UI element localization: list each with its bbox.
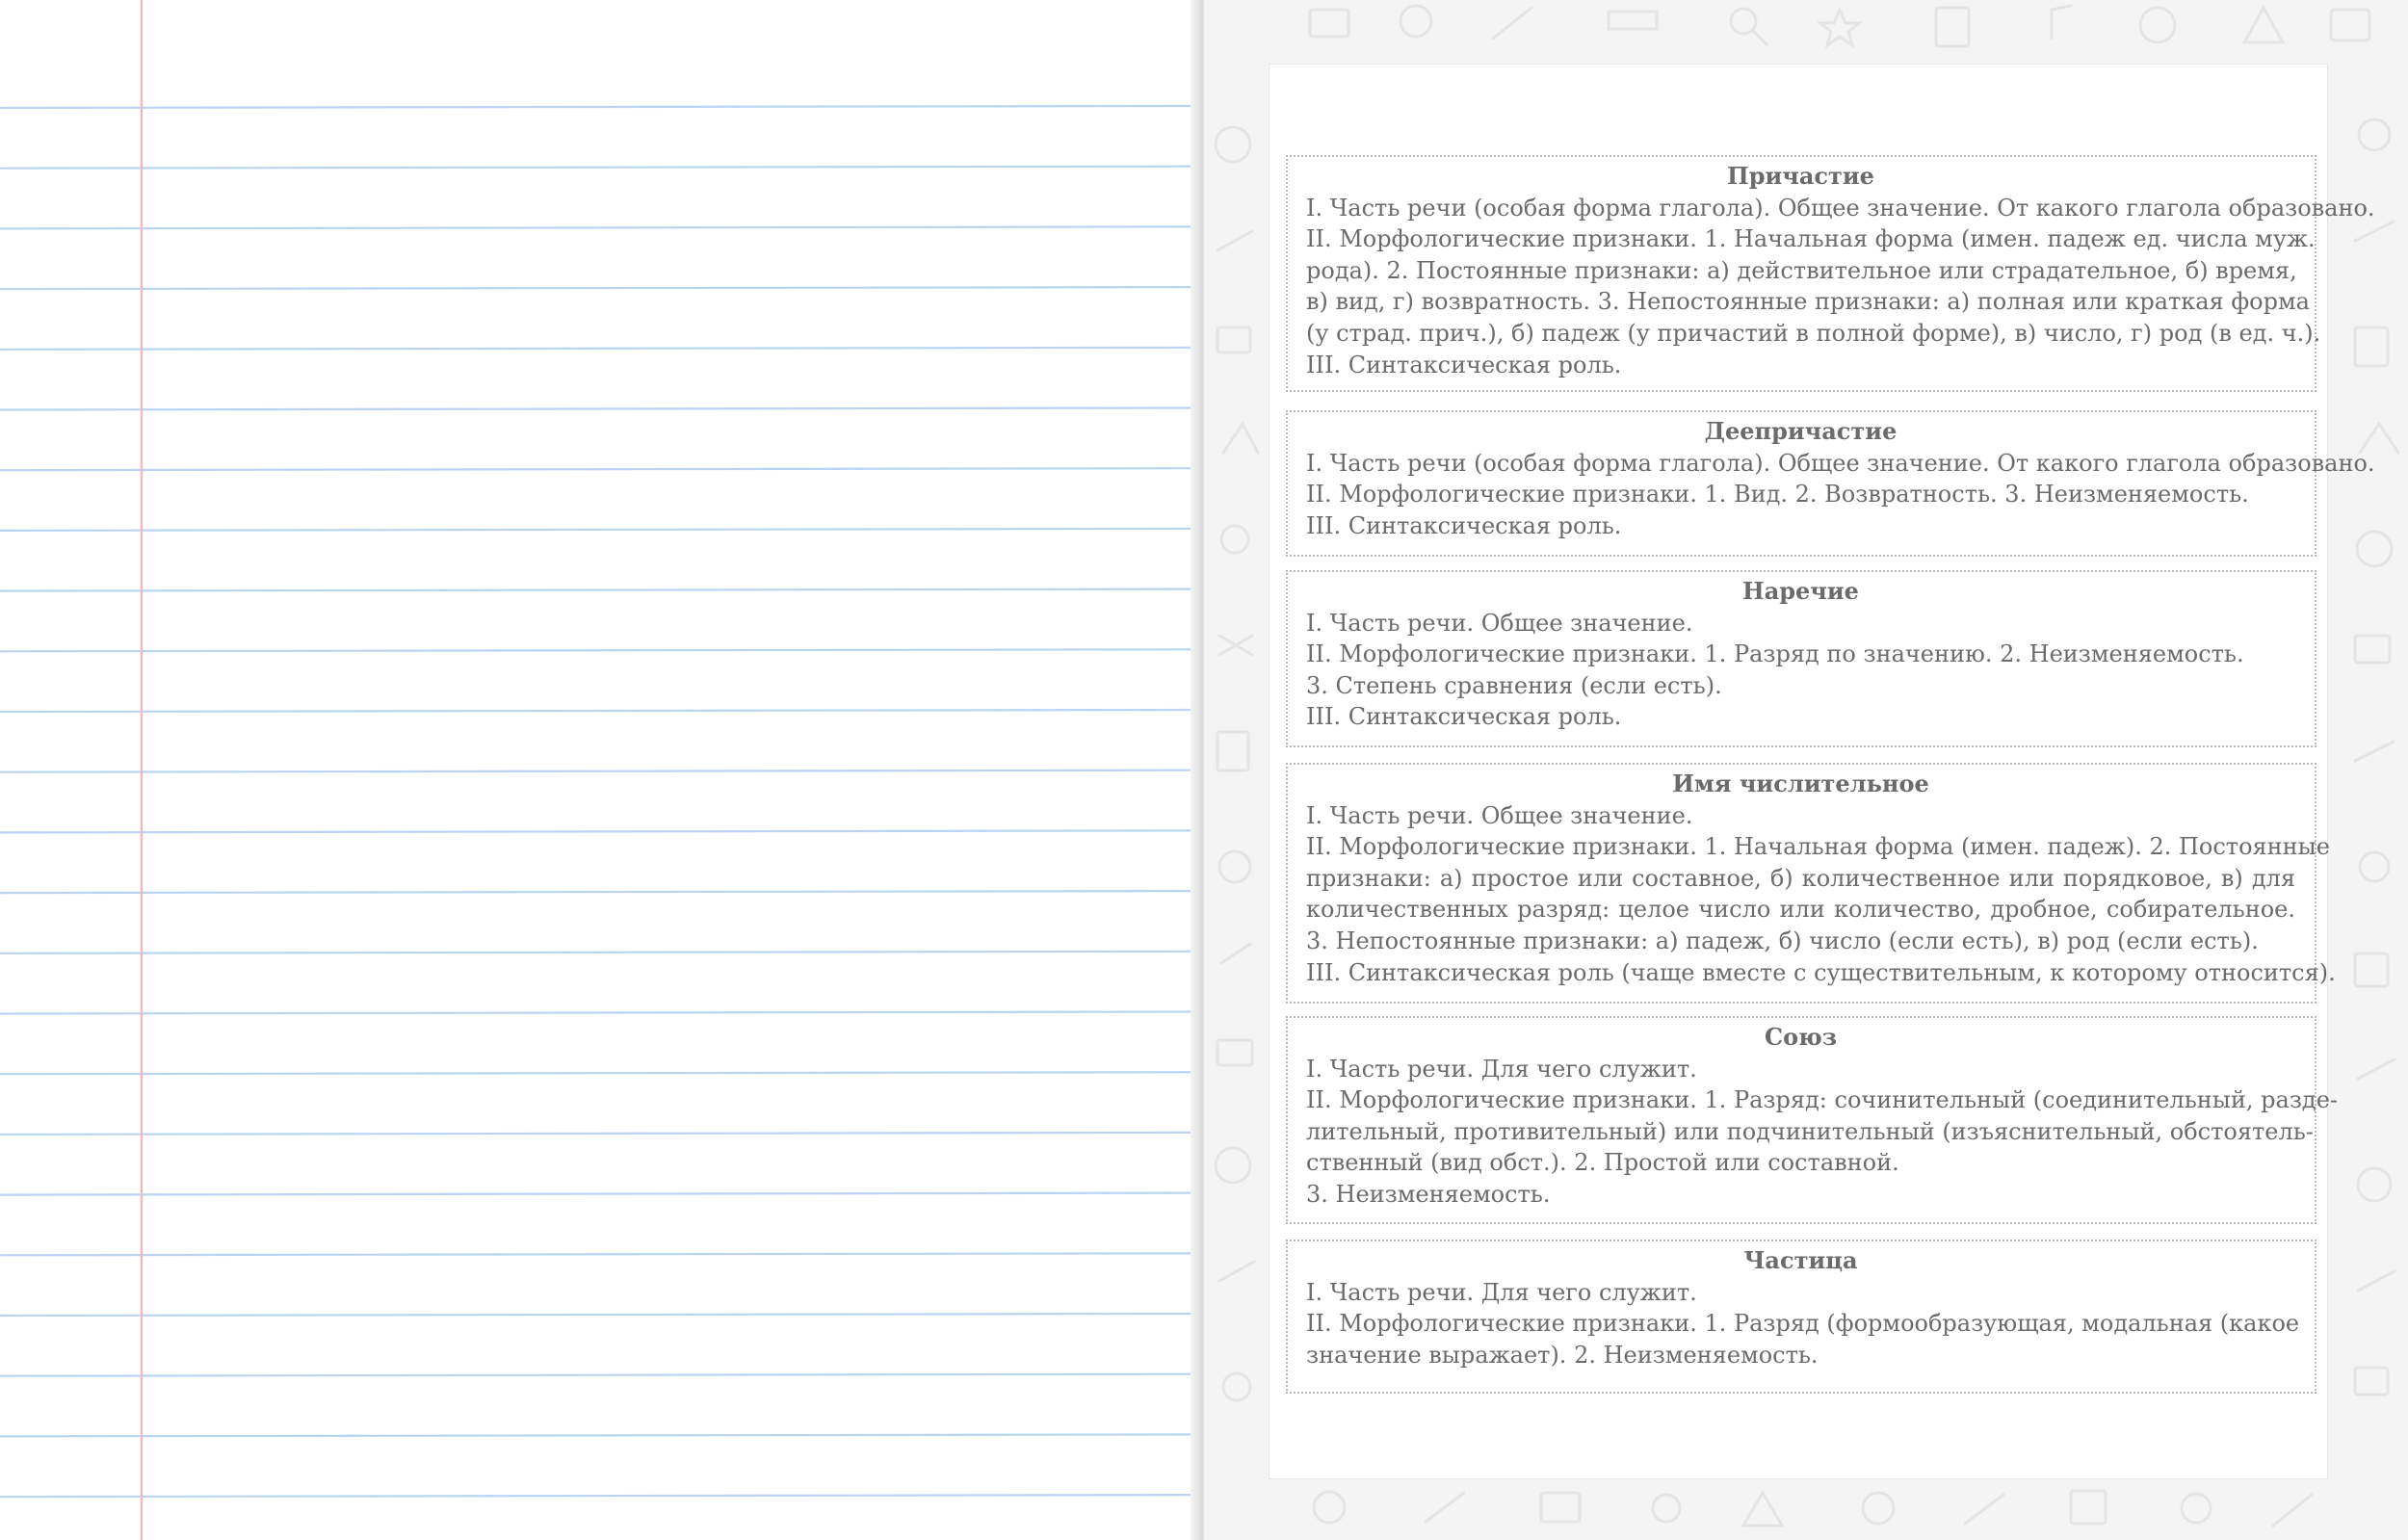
section-title: Частица — [1743, 1246, 1858, 1274]
doodle-right-1 — [2359, 119, 2390, 150]
section-line: II. Морфологические признаки. 1. Разряд: сочинительный (соединительный, разде- — [1306, 1086, 2338, 1114]
ruled-line — [0, 952, 1199, 953]
doodle-left-13 — [1223, 1373, 1250, 1400]
doodle-right-7 — [2355, 742, 2394, 761]
section-line: I. Часть речи. Общее значение. — [1306, 801, 1693, 829]
ruled-line — [0, 1133, 1199, 1135]
ruled-line — [0, 226, 1199, 228]
doodle-bottom-2 — [1426, 1493, 1464, 1522]
section-line: I. Часть речи. Для чего служит. — [1306, 1278, 1697, 1306]
doodle-left-8 — [1219, 851, 1250, 882]
section-narechie — [1286, 570, 2316, 747]
section-imya-chislitelnoe — [1286, 763, 2336, 1004]
section-line: I. Часть речи (особая форма глагола). Общее значение. От какого глагола образовано. — [1306, 449, 2375, 477]
paper-doodle — [2331, 10, 2369, 40]
section-title: Деепричастие — [1704, 417, 1898, 445]
section-line: 3. Непостоянные признаки: а) падеж, б) число (если есть), в) род (если есть). — [1306, 927, 2259, 954]
doodle-right-6 — [2355, 636, 2390, 663]
pencil-doodle — [1493, 8, 1531, 39]
doodle-right-2 — [2355, 222, 2394, 241]
section-deeprichastie — [1286, 410, 2375, 557]
page-ruling — [0, 0, 1199, 1540]
doodle-right-3 — [2355, 327, 2388, 366]
ruled-line — [0, 1012, 1199, 1014]
doodle-bottom-1 — [1314, 1492, 1345, 1523]
clock-doodle — [1400, 6, 1431, 37]
doodle-left-2 — [1217, 231, 1252, 250]
doodle-bottom-3 — [1541, 1493, 1580, 1522]
ruled-line — [0, 649, 1199, 651]
ruled-line — [0, 1374, 1199, 1376]
doodle-left-12 — [1219, 1262, 1254, 1281]
ruled-line — [0, 891, 1199, 893]
section-line: I. Часть речи (особая форма глагола). Общее значение. От какого глагола образовано. — [1306, 194, 2375, 222]
doodle-bottom-9 — [2182, 1494, 2211, 1523]
section-line: III. Синтаксическая роль (чаще вместе с существительным, к которому относится). — [1306, 958, 2336, 986]
doodle-left-6 — [1219, 636, 1252, 655]
section-line: II. Морфологические признаки. 1. Начальная форма (имен. падеж). 2. Постоянные — [1306, 833, 2330, 861]
section-prichastie — [1286, 155, 2375, 392]
section-title: Причастие — [1727, 162, 1874, 190]
doodle-left-9 — [1221, 944, 1250, 963]
magnifier-handle — [1753, 31, 1767, 44]
triangle-doodle — [2244, 8, 2283, 42]
ruled-line — [0, 710, 1199, 712]
section-line: II. Морфологические признаки. 1. Вид. 2. Возвратность. 3. Неизменяемость. — [1306, 481, 2249, 509]
book-doodle — [1310, 10, 1348, 37]
doodle-right-5 — [2357, 532, 2392, 566]
section-line: признаки: а) простое или составное, б) количественное или порядковое, в) для — [1306, 864, 2295, 892]
ruler-doodle — [1609, 12, 1657, 29]
doodle-left-3 — [1217, 327, 1250, 352]
section-line: II. Морфологические признаки. 1. Разряд (формообразующая, модальная (какое — [1306, 1310, 2300, 1338]
ruled-line — [0, 167, 1199, 169]
doodle-bottom-6 — [1863, 1493, 1894, 1524]
doodle-right-9 — [2355, 953, 2388, 986]
ruled-line — [0, 408, 1199, 410]
section-line: ственный (вид обст.). 2. Простой или составной. — [1306, 1149, 1899, 1177]
globe-doodle — [2140, 8, 2175, 42]
section-line: количественных разряд: целое число или количество, дробное, собирательное. — [1306, 896, 2295, 924]
doodle-bottom-7 — [1965, 1495, 2003, 1524]
doodle-right-4 — [2360, 424, 2398, 453]
lined-page — [0, 0, 1199, 1540]
doodle-bottom-8 — [2071, 1491, 2106, 1524]
section-line: I. Часть речи. Для чего служит. — [1306, 1055, 1697, 1083]
section-line: 3. Степень сравнения (если есть). — [1306, 671, 1722, 699]
doodle-right-13 — [2355, 1368, 2388, 1395]
doodle-right-8 — [2360, 852, 2389, 881]
section-line: III. Синтаксическая роль. — [1306, 703, 1622, 731]
ruled-line — [0, 1314, 1199, 1316]
section-line: значение выражает). 2. Неизменяемость. — [1306, 1341, 1819, 1369]
doodle-bottom-5 — [1743, 1493, 1782, 1526]
section-title: Имя числительное — [1672, 770, 1929, 797]
section-line: III. Синтаксическая роль. — [1306, 351, 1622, 378]
section-title: Союз — [1764, 1023, 1838, 1051]
note-doodle — [2052, 6, 2071, 39]
ruled-line — [0, 1434, 1199, 1436]
section-line: II. Морфологические признаки. 1. Начальная форма (имен. падеж ед. числа муж. — [1306, 225, 2316, 253]
section-line: III. Синтаксическая роль. — [1306, 511, 1622, 539]
doodle-left-1 — [1216, 127, 1250, 162]
ruled-line — [0, 287, 1199, 289]
section-line: II. Морфологические признаки. 1. Разряд по значению. 2. Неизменяемость. — [1306, 640, 2244, 668]
ruled-line — [0, 1193, 1199, 1195]
doodle-right-10 — [2358, 1059, 2395, 1079]
doodle-bottom-10 — [2273, 1495, 2312, 1526]
section-line: I. Часть речи. Общее значение. — [1306, 609, 1693, 637]
doodle-left-5 — [1221, 526, 1248, 553]
notebook-doodle — [1936, 8, 1969, 46]
ruled-line — [0, 1253, 1199, 1255]
star-doodle — [1820, 10, 1859, 45]
doodle-right-11 — [2358, 1168, 2391, 1201]
doodle-left-4 — [1223, 424, 1258, 453]
doodle-left-11 — [1216, 1148, 1250, 1183]
doodle-bottom-4 — [1653, 1495, 1680, 1522]
doodle-left-10 — [1217, 1040, 1252, 1065]
ruled-line — [0, 106, 1199, 108]
section-title: Наречие — [1742, 577, 1859, 605]
ruled-line — [0, 770, 1199, 772]
doodle-left-7 — [1217, 732, 1248, 770]
section-line: лительный, противительный) или подчинительный (изъяснительный, обстоятель- — [1306, 1117, 2314, 1145]
section-soyuz — [1286, 1016, 2338, 1224]
ruled-lines — [0, 106, 1199, 1497]
ruled-line — [0, 529, 1199, 531]
ruled-line — [0, 830, 1199, 832]
section-line: 3. Неизменяемость. — [1306, 1180, 1551, 1208]
reference-page — [1204, 0, 2408, 1540]
ruled-line — [0, 1072, 1199, 1074]
ruled-line — [0, 348, 1199, 350]
ruled-line — [0, 589, 1199, 591]
doodle-right-12 — [2358, 1271, 2395, 1291]
section-line: (у страд. прич.), б) падеж (у причастий в полной форме), в) число, г) род (в ед. ч.). — [1306, 319, 2321, 347]
section-chastitsa — [1286, 1240, 2316, 1394]
ruled-line — [0, 468, 1199, 470]
ruled-line — [0, 1495, 1199, 1497]
section-line: в) вид, г) возвратность. 3. Непостоянные признаки: а) полная или краткая форма — [1306, 288, 2310, 316]
section-line: рода). 2. Постоянные признаки: а) действительное или страдательное, б) время, — [1306, 256, 2297, 284]
